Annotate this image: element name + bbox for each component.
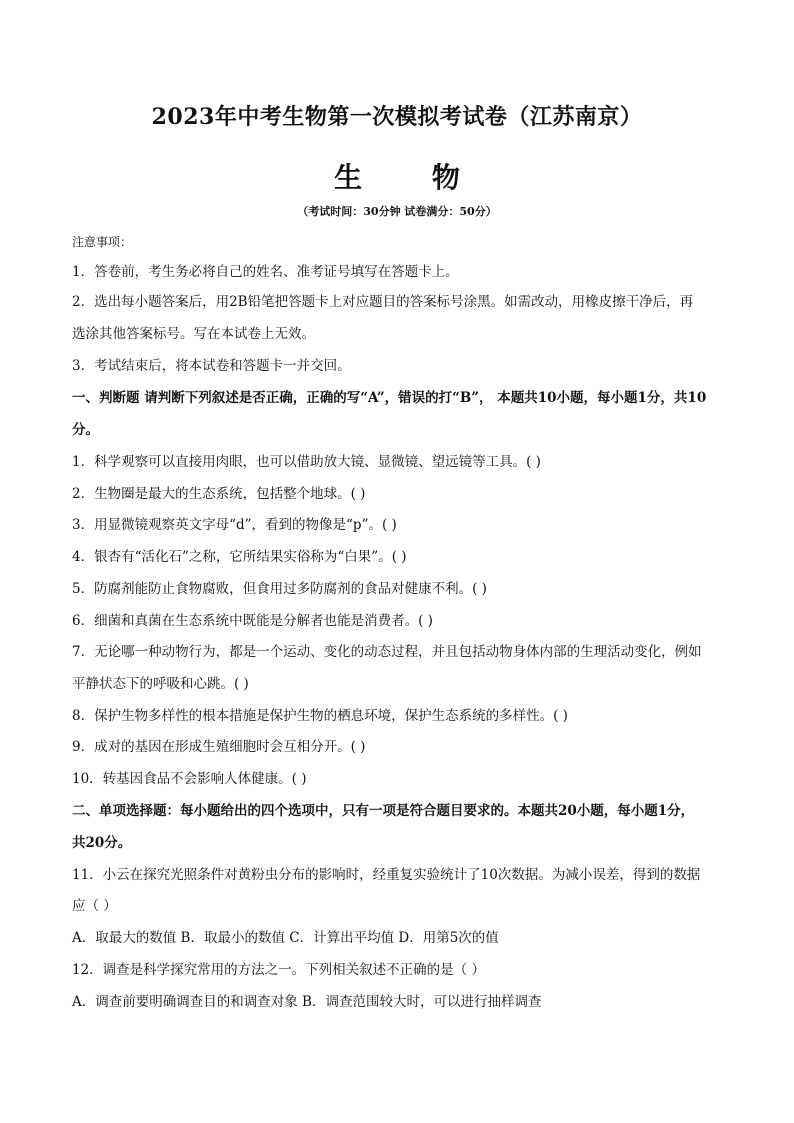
subject-title: 生 物 xyxy=(334,161,490,194)
question-11: 11．小云在探究光照条件对黄粉虫分布的影响时，经重复实验统计了10次数据。为减小误差，得到的数据 xyxy=(72,867,701,883)
question-4: 4．银杏有“活化石”之称，它所结果实俗称为“白果”。( ) xyxy=(72,549,407,565)
question-11-options: A．取最大的数值 B．取最小的数值 C．计算出平均值 D．用第5次的值 xyxy=(72,930,499,946)
question-7: 7．无论哪一种动物行为，都是一个运动、变化的动态过程，并且包括动物身体内部的生理活动变化，例如 xyxy=(72,644,702,660)
note-item: 3．考试结束后，将本试卷和答题卡一并交回。 xyxy=(72,358,351,374)
exam-info: （考试时间：30分钟 试卷满分：50分） xyxy=(297,205,497,218)
notes-heading: 注意事项： xyxy=(72,235,133,249)
question-9: 9．成对的基因在形成生殖细胞时会互相分开。( ) xyxy=(72,739,366,755)
question-2: 2．生物圈是最大的生态系统，包括整个地球。( ) xyxy=(72,486,366,502)
question-12-options: A．调查前要明确调查目的和调查对象 B．调查范围较大时，可以进行抽样调查 xyxy=(72,994,542,1010)
section2-heading-cont: 共20分。 xyxy=(72,835,132,851)
note-item: 1．答卷前，考生务必将自己的姓名、准考证号填写在答题卡上。 xyxy=(72,264,459,280)
question-10: 10．转基因食品不会影响人体健康。( ) xyxy=(72,771,307,787)
question-7-cont: 平静状态下的呼吸和心跳。( ) xyxy=(72,676,249,692)
question-6: 6．细菌和真菌在生态系统中既能是分解者也能是消费者。( ) xyxy=(72,613,433,629)
question-12: 12．调查是科学探究常用的方法之一。下列相关叙述不正确的是（ ） xyxy=(72,962,485,978)
question-11-cont: 应（ ） xyxy=(72,898,117,914)
exam-title: 2023年中考生物第一次模拟考试卷（江苏南京） xyxy=(151,104,643,130)
section1-heading-cont: 分。 xyxy=(72,422,99,438)
section2-heading: 二、单项选择题：每小题给出的四个选项中，只有一项是符合题目要求的。本题共20小题，每小题1分， xyxy=(72,803,695,819)
section1-heading: 一、判断题 请判断下列叙述是否正确，正确的写“A”，错误的打“B”， 本题共10小题，每小题1分，共10 xyxy=(72,390,707,406)
question-1: 1．科学观察可以直接用肉眼，也可以借助放大镜、显微镜、望远镜等工具。( ) xyxy=(72,454,541,470)
note-item: 2．选出每小题答案后，用2B铅笔把答题卡上对应题目的答案标号涂黑。如需改动，用橡皮擦干净后，再 xyxy=(72,294,694,310)
note-item: 选涂其他答案标号。写在本试卷上无效。 xyxy=(72,326,315,342)
question-5: 5．防腐剂能防止食物腐败，但食用过多防腐剂的食品对健康不利。( ) xyxy=(72,581,487,597)
question-8: 8．保护生物多样性的根本措施是保护生物的栖息环境，保护生态系统的多样性。( ) xyxy=(72,708,568,724)
question-3: 3．用显微镜观察英文字母“d”，看到的物像是“p”。( ) xyxy=(72,517,397,533)
